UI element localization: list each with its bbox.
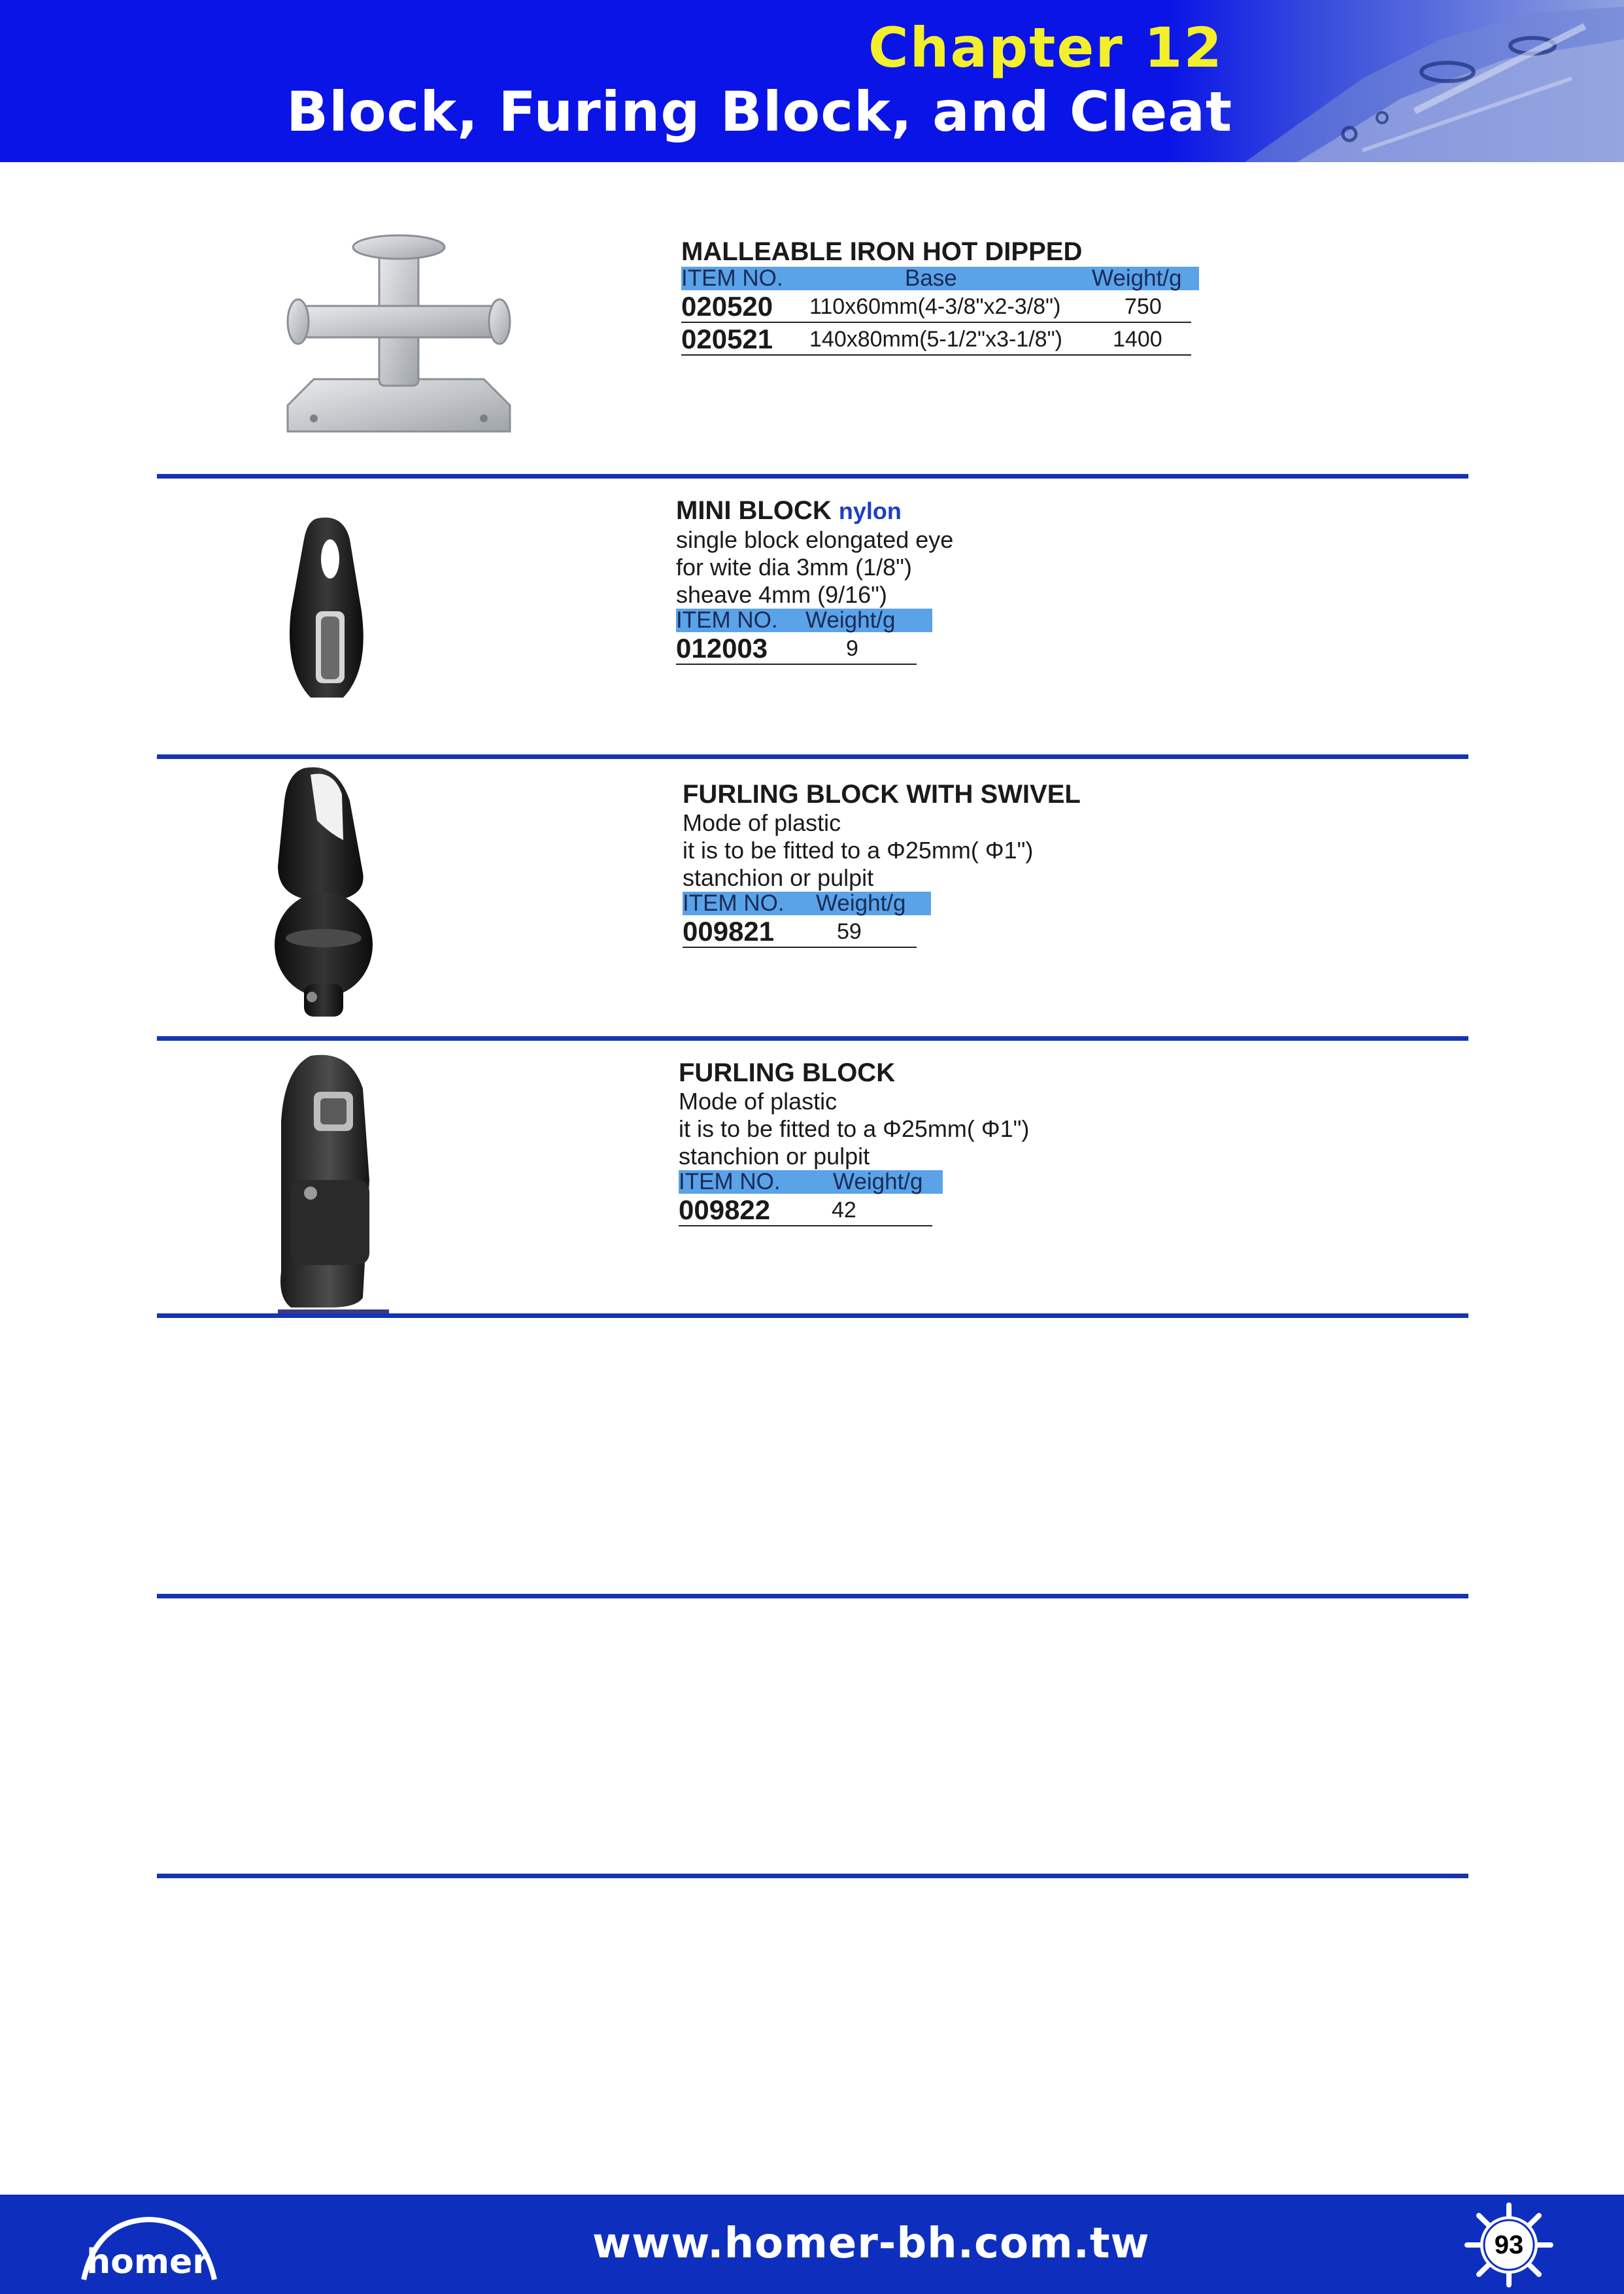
chapter-number: Chapter 12 bbox=[868, 16, 1223, 80]
section-divider bbox=[157, 474, 1468, 479]
item-no: 012003 bbox=[676, 633, 768, 664]
table-row bbox=[683, 915, 917, 948]
product-title bbox=[676, 496, 1199, 526]
base-size: 110x60mm(4-3/8"x2-3/8") bbox=[809, 294, 1061, 319]
website-url[interactable]: www.homer-bh.com.tw bbox=[592, 2219, 1150, 2268]
description-line: Mode of plastic bbox=[683, 809, 841, 836]
item-no: 009821 bbox=[683, 916, 775, 947]
product-title: MALLEABLE IRON HOT DIPPED bbox=[681, 237, 1083, 266]
page-number: 93 bbox=[1494, 2231, 1524, 2259]
table-row bbox=[681, 290, 1191, 323]
description-line: stanchion or pulpit bbox=[683, 864, 874, 891]
logo-text: homer bbox=[86, 2242, 209, 2282]
table-row bbox=[681, 323, 1191, 356]
column-header-weight: Weight/g bbox=[816, 890, 906, 916]
item-no: 020520 bbox=[681, 291, 773, 322]
column-header-item-no: ITEM NO. bbox=[683, 890, 785, 916]
product-furling-block bbox=[679, 1058, 1267, 1226]
page-footer bbox=[0, 2195, 1624, 2294]
product-photo-malleable-iron bbox=[275, 229, 523, 438]
hardware-background-art bbox=[1166, 0, 1624, 162]
product-photo-furling-block-swivel bbox=[265, 762, 376, 1023]
description-line: single block elongated eye bbox=[676, 526, 954, 553]
item-no: 020521 bbox=[681, 324, 773, 354]
description-line: stanchion or pulpit bbox=[679, 1143, 870, 1170]
section-divider bbox=[157, 1594, 1468, 1598]
description-line: it is to be fitted to a Φ25mm( Φ1") bbox=[683, 837, 1034, 864]
description-line: Mode of plastic bbox=[679, 1088, 837, 1115]
description-line: for wite dia 3mm (1/8") bbox=[676, 554, 912, 581]
column-header-item-no: ITEM NO. bbox=[681, 265, 783, 291]
product-furling-block-swivel bbox=[683, 779, 1271, 948]
product-malleable-iron bbox=[681, 237, 1204, 356]
weight: 9 bbox=[846, 636, 858, 661]
table-row bbox=[679, 1194, 932, 1226]
product-title: FURLING BLOCK WITH SWIVEL bbox=[683, 780, 1081, 809]
chapter-header bbox=[0, 0, 1624, 162]
weight: 59 bbox=[837, 919, 862, 944]
column-header-item-no: ITEM NO. bbox=[676, 607, 778, 633]
column-header-weight: Weight/g bbox=[833, 1169, 923, 1194]
chapter-title: Block, Furing Block, and Cleat bbox=[286, 80, 1233, 144]
product-name: MINI BLOCK bbox=[676, 496, 832, 525]
column-header-base: Base bbox=[905, 265, 957, 291]
column-header-weight: Weight/g bbox=[1092, 265, 1182, 291]
column-header-item-no: ITEM NO. bbox=[679, 1169, 781, 1194]
description-line: it is to be fitted to a Φ25mm( Φ1") bbox=[679, 1115, 1030, 1142]
section-divider bbox=[157, 1874, 1468, 1878]
product-photo-furling-block bbox=[265, 1049, 402, 1317]
item-no: 009822 bbox=[679, 1194, 771, 1225]
description-line: sheave 4mm (9/16") bbox=[676, 581, 887, 608]
column-header-weight: Weight/g bbox=[805, 607, 896, 633]
product-material: nylon bbox=[838, 498, 902, 524]
table-header bbox=[679, 1170, 943, 1194]
table-row bbox=[676, 632, 917, 665]
table-header bbox=[676, 609, 932, 632]
section-divider bbox=[157, 754, 1468, 759]
table-header bbox=[681, 267, 1199, 290]
product-photo-mini-block bbox=[278, 513, 376, 703]
weight: 42 bbox=[832, 1198, 856, 1223]
section-divider bbox=[157, 1036, 1468, 1041]
homer-logo bbox=[71, 2208, 228, 2286]
section-divider bbox=[157, 1313, 1468, 1318]
base-size: 140x80mm(5-1/2"x3-1/8") bbox=[809, 327, 1062, 352]
table-header bbox=[683, 892, 931, 915]
weight: 1400 bbox=[1113, 327, 1162, 352]
product-mini-block bbox=[676, 496, 1199, 665]
product-title: FURLING BLOCK bbox=[679, 1058, 896, 1087]
page-number-badge bbox=[1463, 2202, 1555, 2287]
weight: 750 bbox=[1125, 294, 1162, 319]
